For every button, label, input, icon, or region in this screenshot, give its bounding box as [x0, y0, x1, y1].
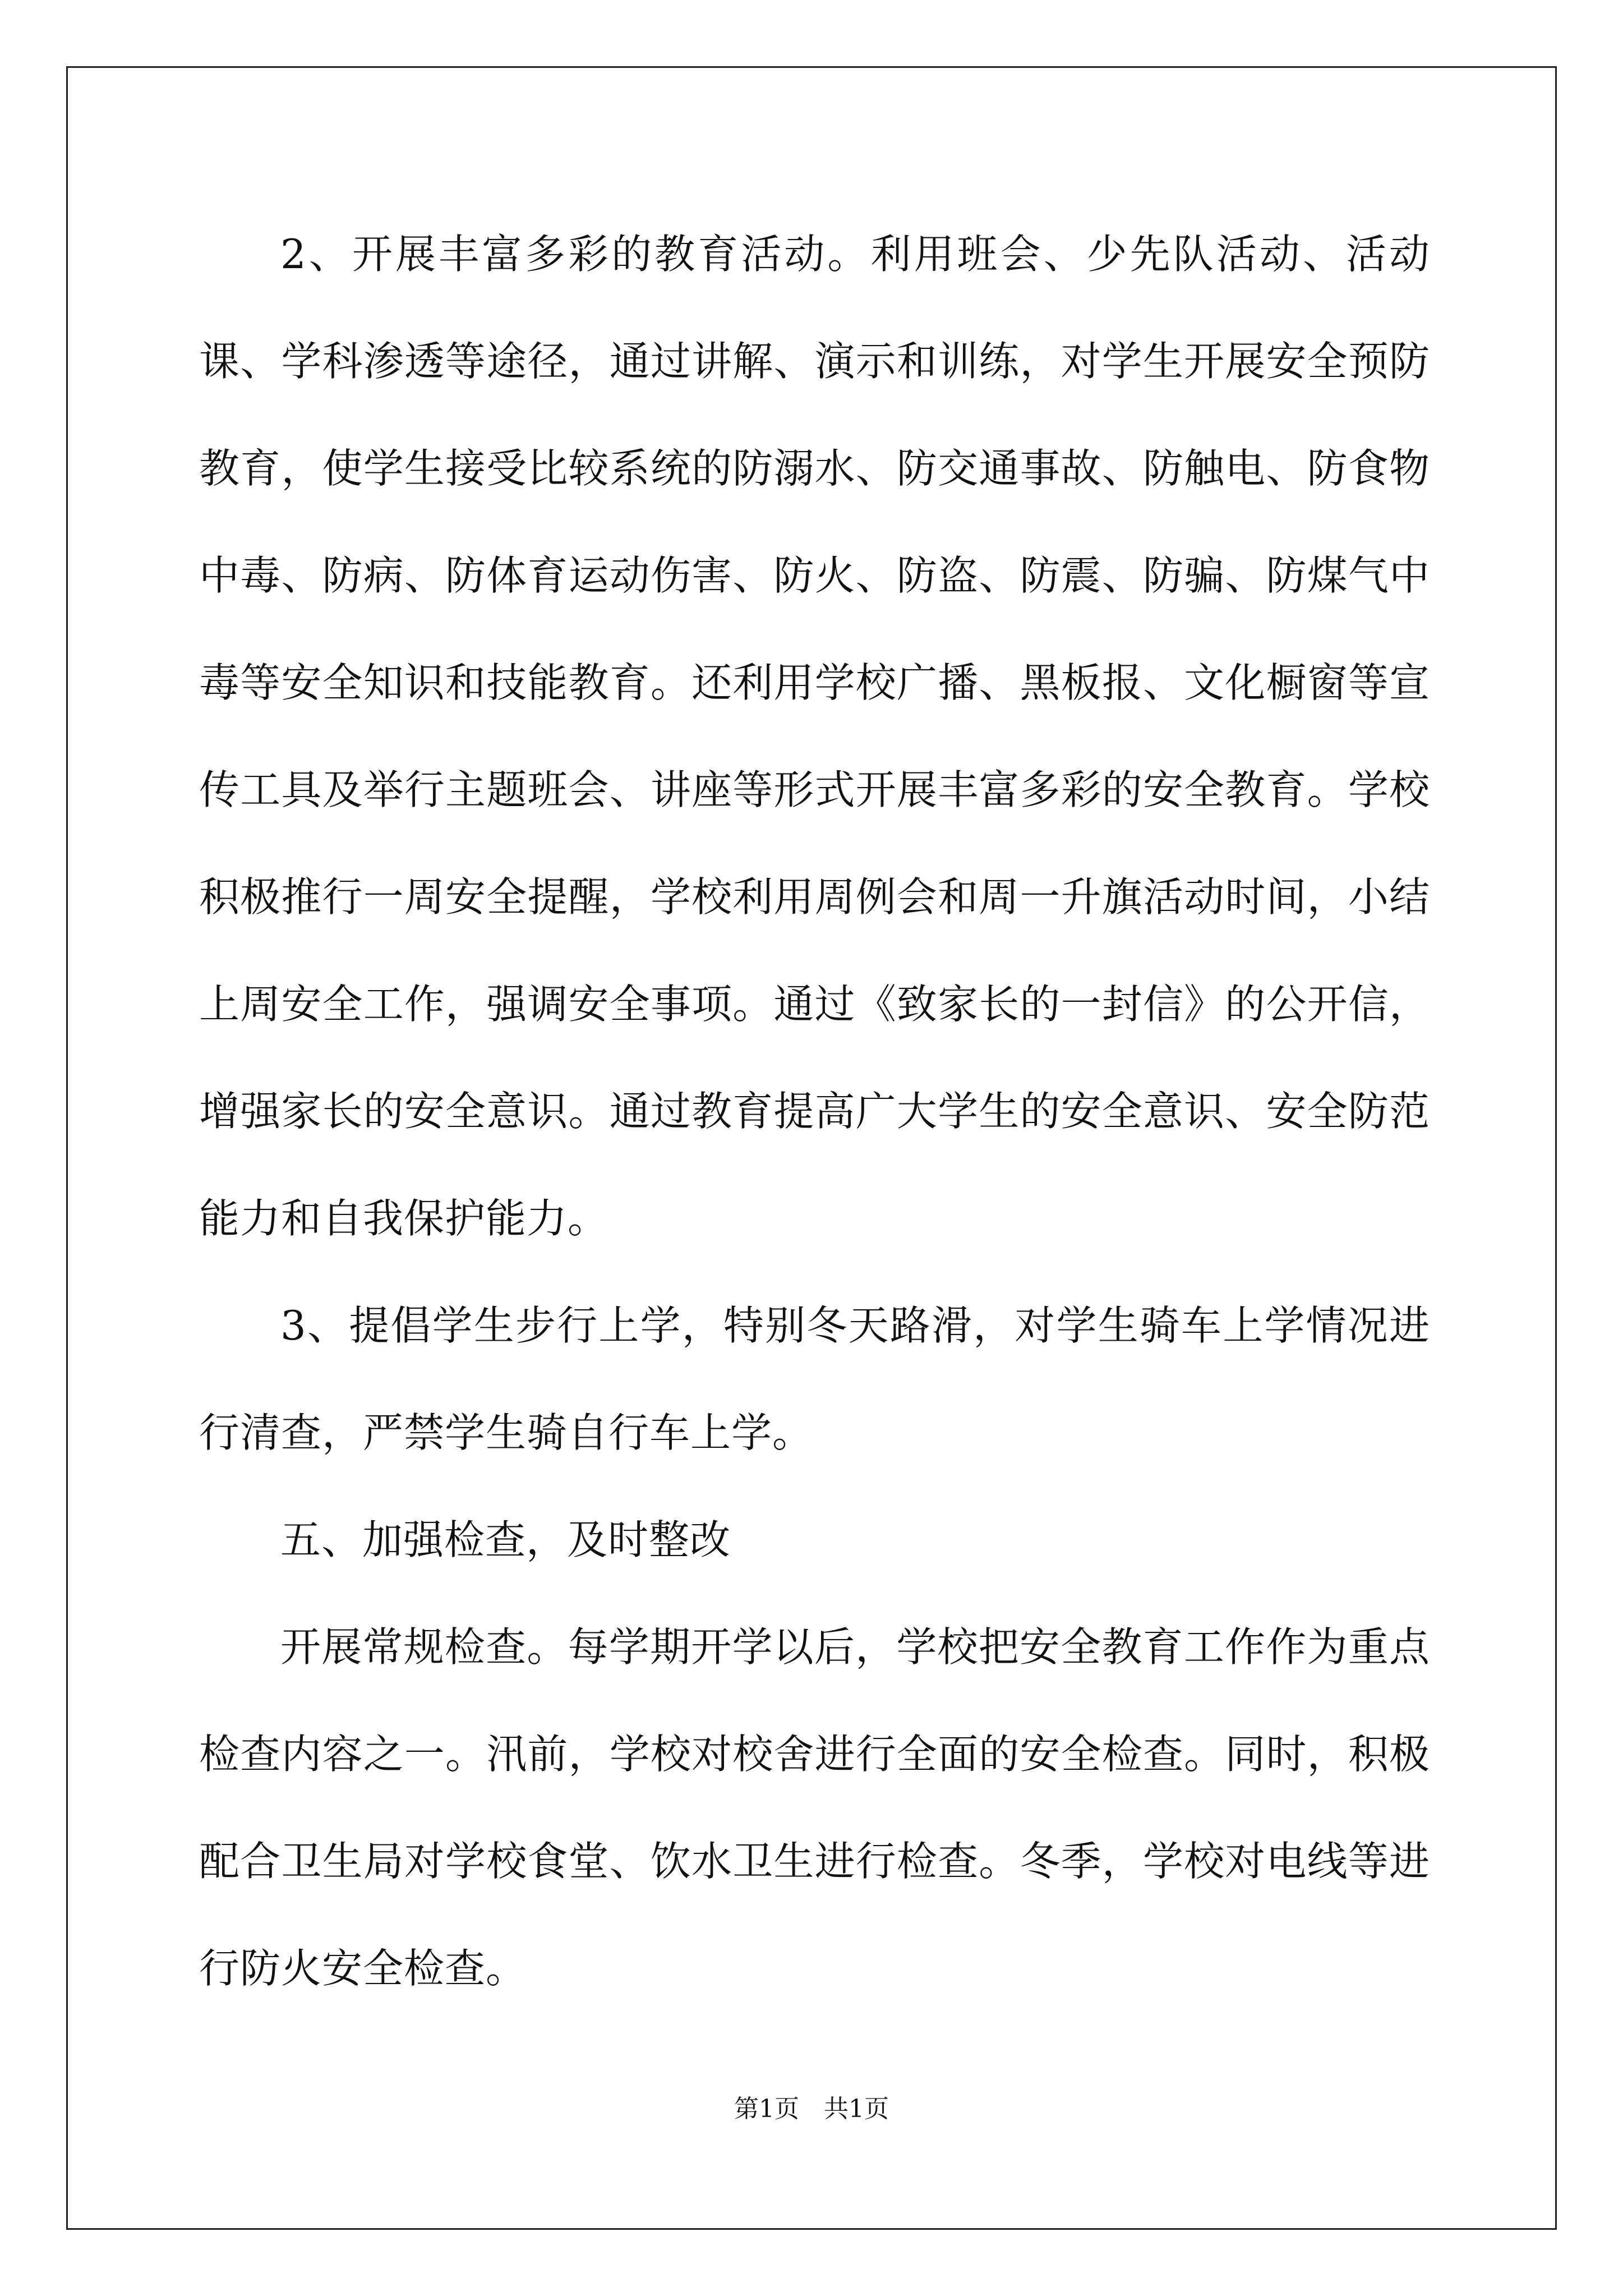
paragraph-walking-to-school: 3、提倡学生步行上学，特别冬天路滑，对学生骑车上学情况进行清查，严禁学生骑自行车上学。	[199, 1302, 1430, 1456]
paragraph-safety-education-activities: 2、开展丰富多彩的教育活动。利用班会、少先队活动、活动课、学科渗透等途径，通过讲解、演示和训练，对学生开展安全预防教育，使学生接受比较系统的防溺水、防交通事故、防触电、防食物中毒、防病、防体育运动伤害、防火、防盗、防震、防骗、防煤气中毒等安全知识和技能教育。还利用学校广播、黑板报、文化橱窗等宣传工具及举行主题班会、讲座等形式开展丰富多彩的安全教育。学校积极推行一周安全提醒，学校利用周例会和周一升旗活动时间，小结上周安全工作，强调安全事项。通过《致家长的一封信》的公开信，增强家长的安全意识。通过教育提高广大学生的安全意识、安全防范能力和自我保护能力。	[199, 231, 1430, 1242]
section-heading-inspection: 五、加强检查，及时整改	[280, 1516, 731, 1563]
paragraph-routine-inspection: 开展常规检查。每学期开学以后，学校把安全教育工作作为重点检查内容之一。汛前，学校对校舍进行全面的安全检查。同时，积极配合卫生局对学校食堂、饮水卫生进行检查。冬季，学校对电线等进行防火安全检查。	[199, 1623, 1430, 1992]
document-body	[199, 201, 1430, 2022]
page-number-footer: 第1页 共1页	[734, 2095, 889, 2123]
